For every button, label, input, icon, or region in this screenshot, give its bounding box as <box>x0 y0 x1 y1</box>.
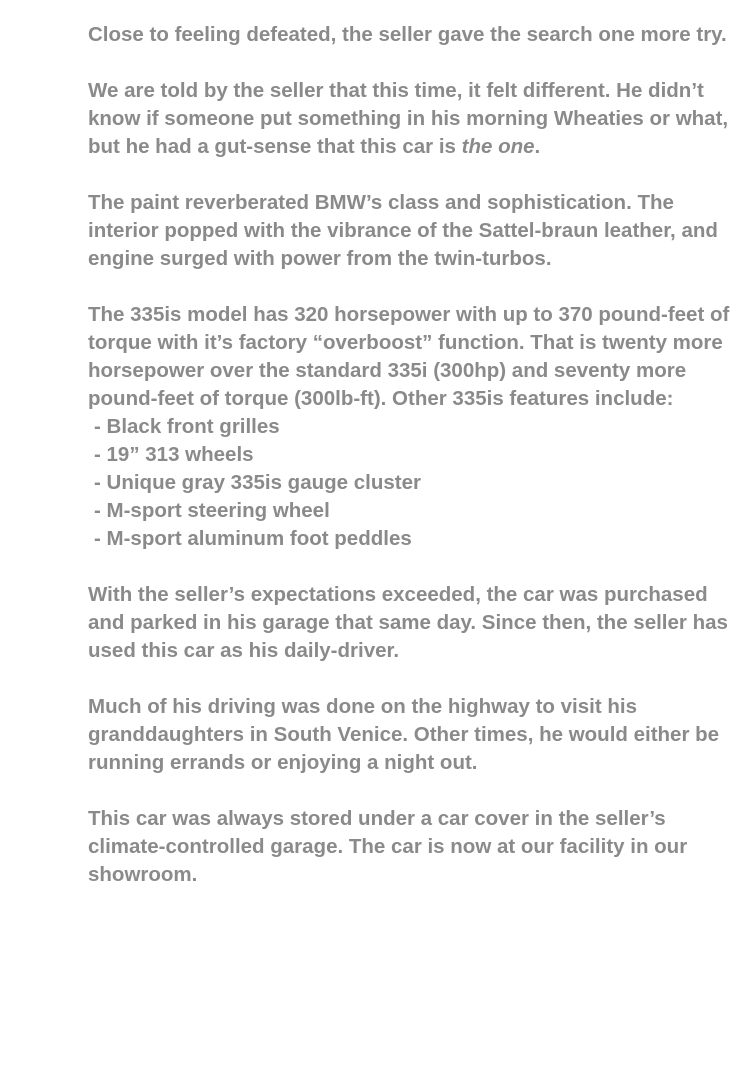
feature-item: - Unique gray 335is gauge cluster <box>94 471 421 494</box>
paragraph-purchase: With the seller’s expectations exceeded, the car was purchased and parked in his garage that same day. Since then, the seller has used this car as his daily-driver. <box>88 583 728 662</box>
paragraph-gut-sense <box>88 77 738 161</box>
gut-sense-text: We are told by the seller that this time, it felt different. He didn’t know if someone put something in his morning Wheaties or what, but he had a gut-sense that this car is <box>88 79 729 158</box>
specs-intro: The 335is model has 320 horsepower with up to 370 pound-feet of torque with it’s factory “overboost” function. That is twenty more horsepower over the standard 335i (300hp) and seventy more pound-feet of torque (300lb-ft). Other 335is features include: <box>88 303 730 410</box>
paragraph-search: Close to feeling defeated, the seller gave the search one more try. <box>88 23 727 46</box>
feature-item: - M-sport aluminum foot peddles <box>94 527 412 550</box>
article-body <box>88 21 738 889</box>
feature-item: - Black front grilles <box>94 415 280 438</box>
feature-item: - 19” 313 wheels <box>94 443 254 466</box>
emphasis-the-one: the one <box>461 135 535 158</box>
feature-item: - M-sport steering wheel <box>94 499 330 522</box>
feature-list <box>88 413 738 553</box>
gut-sense-end: . <box>534 135 541 158</box>
paragraph-specs <box>88 301 738 553</box>
paragraph-paint-interior: The paint reverberated BMW’s class and sophistication. The interior popped with the vibrance of the Sattel-braun leather, and engine surged with power from the twin-turbos. <box>88 191 718 270</box>
paragraph-storage: This car was always stored under a car cover in the seller’s climate-controlled garage. The car is now at our facility in our showroom. <box>88 807 688 886</box>
paragraph-driving: Much of his driving was done on the highway to visit his granddaughters in South Venice. Other times, he would either be running errands or enjoying a night out. <box>88 695 720 774</box>
